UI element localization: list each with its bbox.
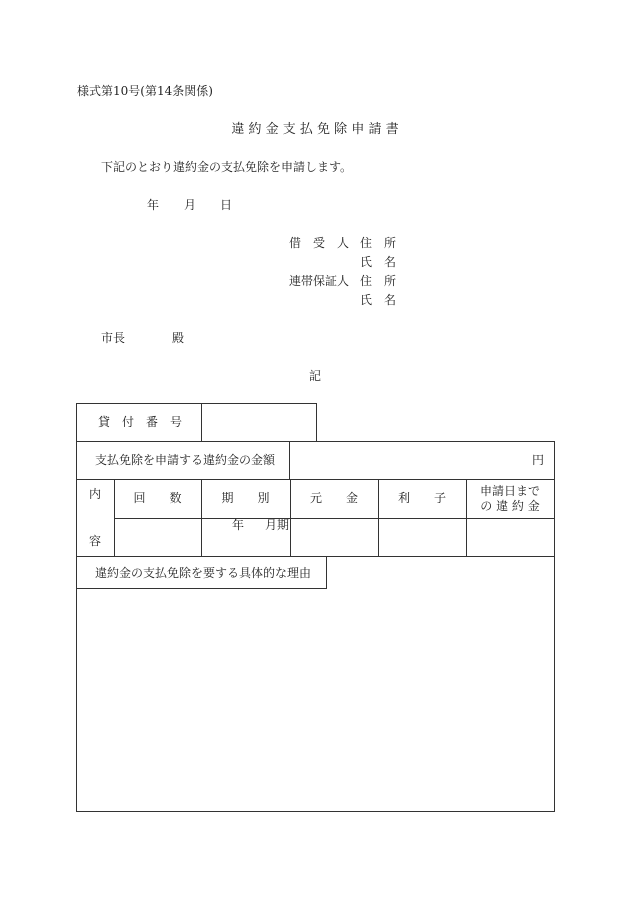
borrower-address-label: 住 所	[360, 236, 397, 250]
period-year-label: 年	[232, 518, 245, 532]
content-label-bottom: 容	[89, 534, 102, 548]
borrower-name-label: 氏 名	[360, 255, 397, 269]
loan-number-label: 貸 付 番 号	[98, 415, 183, 429]
date-year-label: 年	[147, 198, 160, 212]
amount-label: 支払免除を申請する違約金の金額	[95, 453, 276, 467]
guarantor-name-label: 氏 名	[360, 293, 397, 307]
guarantor-label: 連帯保証人	[289, 274, 350, 288]
col-penalty-header-line2: の 違 約 金	[480, 499, 540, 513]
borrower-label: 借 受 人	[289, 236, 350, 250]
date-day-label: 日	[220, 198, 233, 212]
col-principal-header: 元 金	[309, 491, 358, 505]
loan-number-field[interactable]	[205, 407, 313, 437]
date-month-label: 月	[184, 198, 197, 212]
intro-text: 下記のとおり違約金の支払免除を申請します。	[101, 160, 353, 174]
amount-field[interactable]	[293, 445, 523, 475]
document-title: 違 約 金 支 払 免 除 申 請 書	[231, 122, 399, 137]
col-period-header: 期 別	[221, 491, 270, 505]
amount-unit: 円	[532, 453, 545, 467]
reason-label: 違約金の支払免除を要する具体的な理由	[95, 566, 312, 580]
period-month-label: 月期	[265, 518, 290, 532]
honorific-label: 殿	[172, 331, 185, 345]
col-count-header: 回 数	[133, 491, 182, 505]
reason-field[interactable]	[80, 592, 550, 806]
form-number: 様式第10号(第14条関係)	[77, 84, 213, 98]
content-label-top: 内	[89, 487, 102, 501]
col-penalty-header-line1: 申請日まで	[479, 484, 540, 498]
guarantor-address-label: 住 所	[360, 274, 397, 288]
col-interest-header: 利 子	[397, 491, 446, 505]
mayor-label: 市長	[101, 331, 126, 345]
ki-label: 記	[308, 369, 321, 383]
